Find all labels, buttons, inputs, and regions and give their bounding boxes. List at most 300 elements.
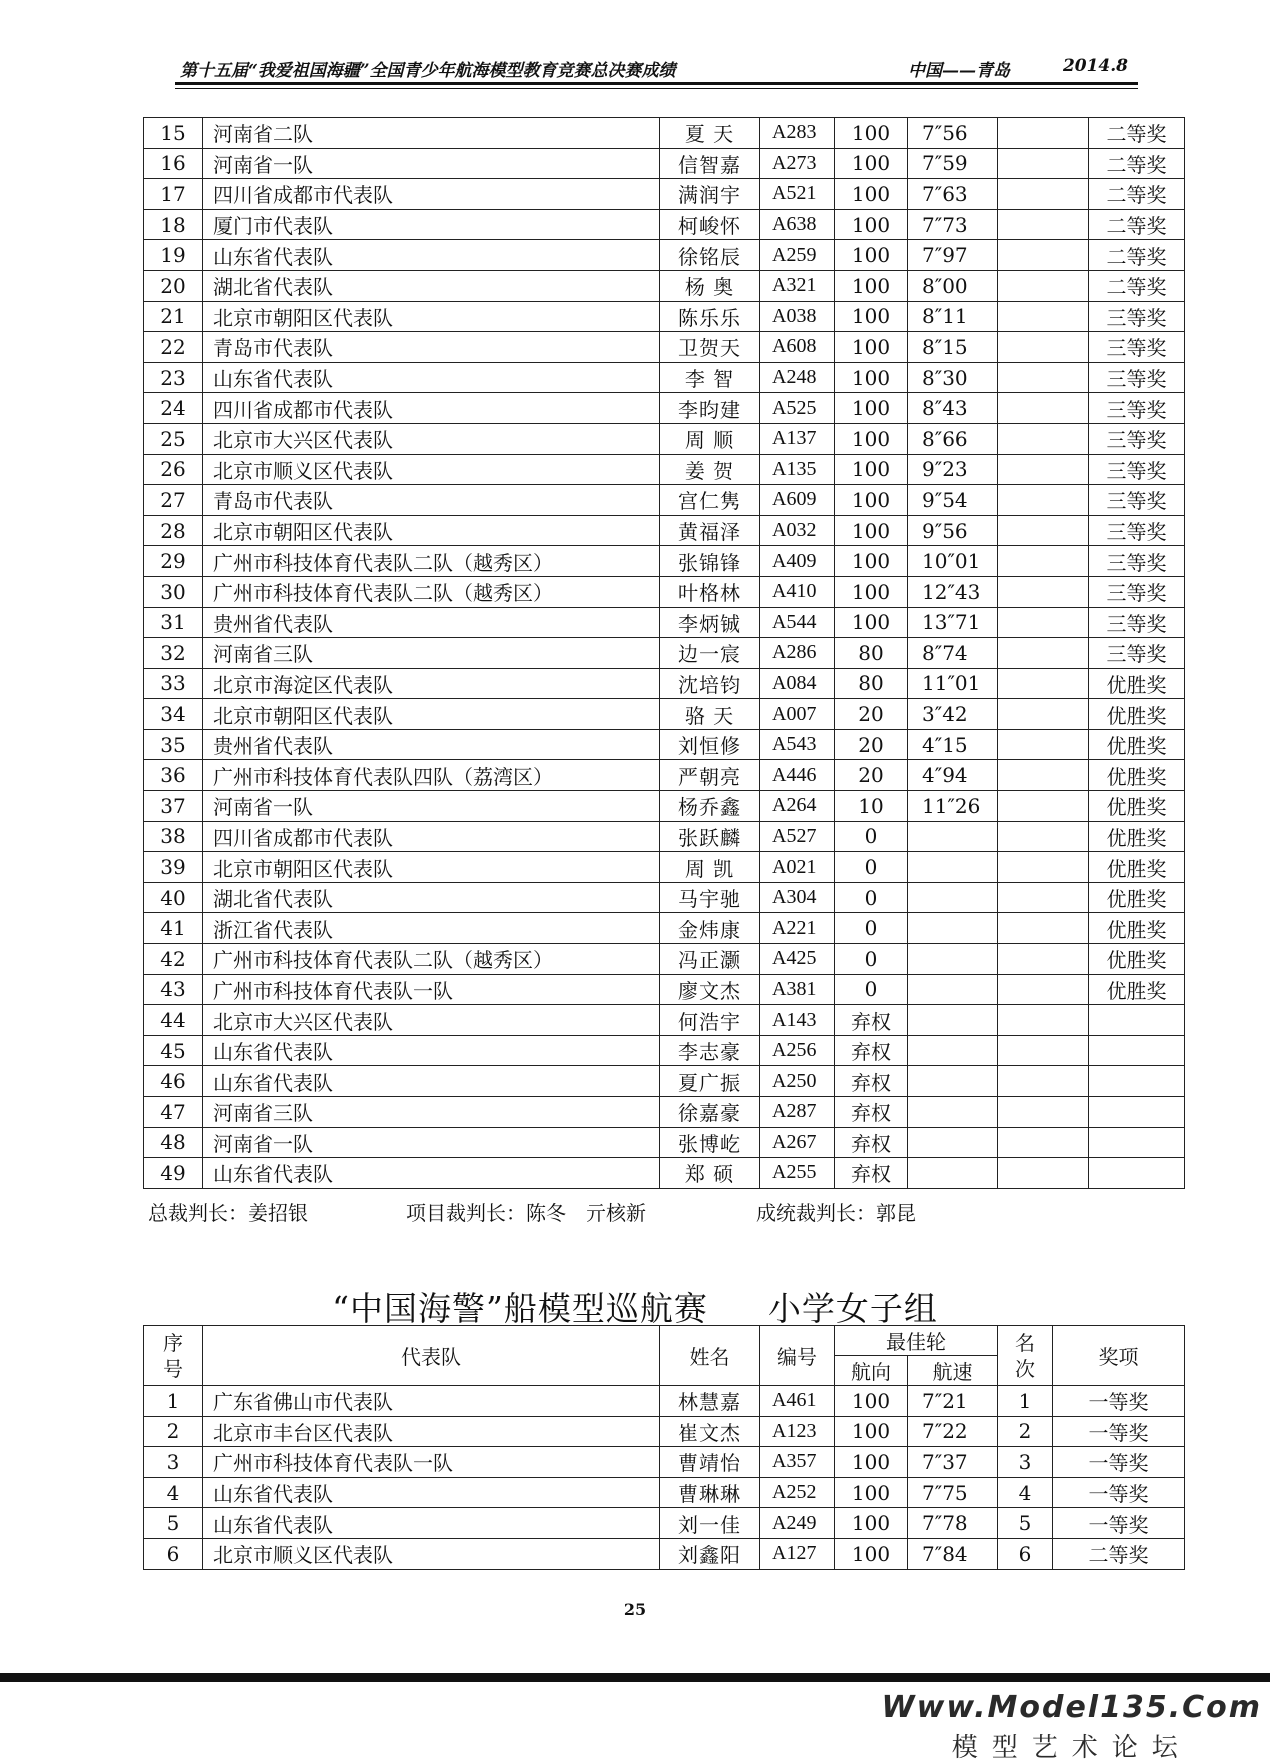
table-row: [144, 1066, 1185, 1097]
row-code: A221: [760, 913, 835, 944]
row-code: A381: [760, 974, 835, 1005]
row-award: 一等奖: [1053, 1447, 1185, 1478]
row-speed: 9″23: [908, 454, 998, 485]
row-number: 31: [144, 607, 203, 638]
row-team: 广州市科技体育代表队四队（荔湾区）: [203, 760, 660, 791]
row-rank: [998, 393, 1089, 424]
row-direction: 80: [835, 668, 908, 699]
table-row: [144, 240, 1185, 271]
row-team: 北京市朝阳区代表队: [203, 852, 660, 883]
row-rank: [998, 607, 1089, 638]
row-award: 三等奖: [1089, 638, 1185, 669]
row-name: 杨 奥: [660, 270, 760, 301]
row-code: A250: [760, 1066, 835, 1097]
row-rank: [998, 699, 1089, 730]
row-direction: 100: [835, 1508, 908, 1539]
row-speed: [908, 1158, 998, 1189]
row-team: 河南省二队: [203, 118, 660, 149]
table-row: [144, 1508, 1185, 1539]
row-speed: 3″42: [908, 699, 998, 730]
table-row: [144, 270, 1185, 301]
row-award: 优胜奖: [1089, 760, 1185, 791]
row-direction: 100: [835, 179, 908, 210]
row-code: A304: [760, 882, 835, 913]
row-rank: [998, 1005, 1089, 1036]
row-direction: 100: [835, 423, 908, 454]
row-name: 刘鑫阳: [660, 1538, 760, 1569]
row-speed: 8″74: [908, 638, 998, 669]
row-team: 贵州省代表队: [203, 729, 660, 760]
row-rank: [998, 1158, 1089, 1189]
row-direction: 弃权: [835, 1066, 908, 1097]
row-speed: [908, 1005, 998, 1036]
row-code: A021: [760, 852, 835, 883]
row-rank: 2: [998, 1416, 1053, 1447]
row-team: 青岛市代表队: [203, 332, 660, 363]
row-name: 冯正灏: [660, 944, 760, 975]
row-code: A273: [760, 148, 835, 179]
row-number: 27: [144, 485, 203, 516]
row-award: 优胜奖: [1089, 791, 1185, 822]
row-direction: 0: [835, 974, 908, 1005]
row-team: 河南省三队: [203, 1097, 660, 1128]
row-speed: [908, 852, 998, 883]
row-number: 39: [144, 852, 203, 883]
row-code: A252: [760, 1477, 835, 1508]
row-rank: 6: [998, 1538, 1053, 1569]
row-rank: [998, 913, 1089, 944]
row-name: 周 凯: [660, 852, 760, 883]
row-speed: 9″54: [908, 485, 998, 516]
row-speed: [908, 1097, 998, 1128]
row-award: 一等奖: [1053, 1477, 1185, 1508]
row-rank: [998, 576, 1089, 607]
row-rank: [998, 423, 1089, 454]
row-direction: 0: [835, 944, 908, 975]
row-award: 三等奖: [1089, 515, 1185, 546]
row-number: 40: [144, 882, 203, 913]
row-name: 徐嘉豪: [660, 1097, 760, 1128]
row-name: 李炳铖: [660, 607, 760, 638]
row-rank: [998, 668, 1089, 699]
row-name: 何浩宇: [660, 1005, 760, 1036]
row-rank: [998, 821, 1089, 852]
row-team: 山东省代表队: [203, 1508, 660, 1539]
row-name: 张跃麟: [660, 821, 760, 852]
row-rank: [998, 1066, 1089, 1097]
row-award: 优胜奖: [1089, 974, 1185, 1005]
row-name: 张博屹: [660, 1127, 760, 1158]
row-speed: 7″21: [908, 1386, 998, 1417]
row-award: 优胜奖: [1089, 882, 1185, 913]
row-direction: 100: [835, 454, 908, 485]
row-rank: [998, 546, 1089, 577]
row-rank: [998, 332, 1089, 363]
row-direction: 20: [835, 760, 908, 791]
row-code: A259: [760, 240, 835, 271]
row-team: 河南省三队: [203, 638, 660, 669]
row-team: 北京市顺义区代表队: [203, 454, 660, 485]
row-code: A321: [760, 270, 835, 301]
row-code: A544: [760, 607, 835, 638]
row-code: A638: [760, 209, 835, 240]
row-team: 山东省代表队: [203, 362, 660, 393]
row-award: [1089, 1097, 1185, 1128]
row-award: 优胜奖: [1089, 668, 1185, 699]
table-row: [144, 423, 1185, 454]
row-code: A249: [760, 1508, 835, 1539]
row-code: A409: [760, 546, 835, 577]
row-team: 北京市大兴区代表队: [203, 423, 660, 454]
row-award: 二等奖: [1089, 148, 1185, 179]
row-name: 满润宇: [660, 179, 760, 210]
table-row: [144, 1035, 1185, 1066]
row-rank: [998, 944, 1089, 975]
row-name: 郑 硕: [660, 1158, 760, 1189]
row-rank: [998, 240, 1089, 271]
row-number: 4: [144, 1477, 203, 1508]
row-speed: 12″43: [908, 576, 998, 607]
row-award: 优胜奖: [1089, 699, 1185, 730]
row-name: 马宇驰: [660, 882, 760, 913]
row-rank: [998, 760, 1089, 791]
row-direction: 弃权: [835, 1035, 908, 1066]
row-team: 山东省代表队: [203, 1158, 660, 1189]
event-name: “中国海警”船模型巡航赛: [332, 1289, 708, 1328]
row-direction: 100: [835, 576, 908, 607]
row-rank: [998, 1127, 1089, 1158]
row-number: 23: [144, 362, 203, 393]
table-row: [144, 332, 1185, 363]
table-row: [144, 1005, 1185, 1036]
row-number: 17: [144, 179, 203, 210]
row-number: 5: [144, 1508, 203, 1539]
row-number: 36: [144, 760, 203, 791]
table-row: [144, 760, 1185, 791]
row-name: 黄福泽: [660, 515, 760, 546]
row-team: 厦门市代表队: [203, 209, 660, 240]
row-award: 优胜奖: [1089, 729, 1185, 760]
chief-referee: 总裁判长：姜招银: [148, 1201, 308, 1225]
row-code: A609: [760, 485, 835, 516]
row-speed: 7″73: [908, 209, 998, 240]
table-row: [144, 1477, 1185, 1508]
row-number: 49: [144, 1158, 203, 1189]
row-direction: 100: [835, 209, 908, 240]
row-name: 沈培钧: [660, 668, 760, 699]
row-code: A525: [760, 393, 835, 424]
row-code: A283: [760, 118, 835, 149]
row-code: A248: [760, 362, 835, 393]
table-row: [144, 1158, 1185, 1189]
competition-place: 中国——青岛: [908, 61, 1010, 81]
table-row: [144, 882, 1185, 913]
row-name: 廖文杰: [660, 974, 760, 1005]
row-number: 42: [144, 944, 203, 975]
row-speed: 8″30: [908, 362, 998, 393]
row-award: [1089, 1005, 1185, 1036]
table-row: [144, 576, 1185, 607]
row-team: 山东省代表队: [203, 1035, 660, 1066]
row-team: 河南省一队: [203, 1127, 660, 1158]
row-speed: [908, 913, 998, 944]
row-rank: [998, 179, 1089, 210]
row-direction: 100: [835, 1538, 908, 1569]
row-direction: 100: [835, 393, 908, 424]
row-team: 湖北省代表队: [203, 270, 660, 301]
col-header-name: 姓名: [660, 1326, 760, 1386]
row-rank: 3: [998, 1447, 1053, 1478]
row-team: 北京市丰台区代表队: [203, 1416, 660, 1447]
row-direction: 20: [835, 729, 908, 760]
row-award: 三等奖: [1089, 332, 1185, 363]
col-header-no: 序号: [144, 1326, 203, 1386]
row-code: A287: [760, 1097, 835, 1128]
row-team: 浙江省代表队: [203, 913, 660, 944]
row-direction: 100: [835, 118, 908, 149]
row-code: A527: [760, 821, 835, 852]
row-number: 20: [144, 270, 203, 301]
row-direction: 100: [835, 515, 908, 546]
row-rank: [998, 882, 1089, 913]
row-rank: [998, 209, 1089, 240]
row-name: 刘一佳: [660, 1508, 760, 1539]
results-table-girls: [143, 1325, 1185, 1570]
row-award: 三等奖: [1089, 485, 1185, 516]
row-team: 山东省代表队: [203, 240, 660, 271]
row-team: 北京市大兴区代表队: [203, 1005, 660, 1036]
row-name: 陈乐乐: [660, 301, 760, 332]
row-number: 43: [144, 974, 203, 1005]
row-number: 15: [144, 118, 203, 149]
row-name: 姜 贺: [660, 454, 760, 485]
row-name: 周 顺: [660, 423, 760, 454]
row-number: 19: [144, 240, 203, 271]
watermark-url: Www.Model135.Com: [881, 1690, 1262, 1725]
row-number: 37: [144, 791, 203, 822]
row-code: A007: [760, 699, 835, 730]
row-speed: [908, 944, 998, 975]
row-speed: 8″66: [908, 423, 998, 454]
table-row: [144, 668, 1185, 699]
page-number: 25: [623, 1600, 647, 1619]
row-direction: 弃权: [835, 1097, 908, 1128]
row-rank: [998, 362, 1089, 393]
row-direction: 0: [835, 913, 908, 944]
row-code: A521: [760, 179, 835, 210]
row-award: 一等奖: [1053, 1416, 1185, 1447]
row-award: 三等奖: [1089, 607, 1185, 638]
row-code: A461: [760, 1386, 835, 1417]
row-code: A267: [760, 1127, 835, 1158]
table-row: [144, 179, 1185, 210]
row-number: 33: [144, 668, 203, 699]
row-name: 李 智: [660, 362, 760, 393]
row-direction: 80: [835, 638, 908, 669]
row-number: 34: [144, 699, 203, 730]
table-row: [144, 1386, 1185, 1417]
row-rank: [998, 118, 1089, 149]
row-number: 24: [144, 393, 203, 424]
row-team: 广州市科技体育代表队二队（越秀区）: [203, 576, 660, 607]
row-number: 25: [144, 423, 203, 454]
row-number: 3: [144, 1447, 203, 1478]
row-direction: 弃权: [835, 1005, 908, 1036]
row-team: 北京市顺义区代表队: [203, 1538, 660, 1569]
table-row: [144, 944, 1185, 975]
header-rule: [175, 82, 1138, 85]
row-team: 贵州省代表队: [203, 607, 660, 638]
row-code: A127: [760, 1538, 835, 1569]
row-code: A256: [760, 1035, 835, 1066]
table-row: [144, 1127, 1185, 1158]
row-direction: 10: [835, 791, 908, 822]
row-speed: 11″01: [908, 668, 998, 699]
table-row: [144, 1416, 1185, 1447]
row-award: 三等奖: [1089, 423, 1185, 454]
row-award: 优胜奖: [1089, 852, 1185, 883]
row-number: 26: [144, 454, 203, 485]
table-row: [144, 209, 1185, 240]
row-direction: 100: [835, 1386, 908, 1417]
row-award: 二等奖: [1053, 1538, 1185, 1569]
table-row: [144, 821, 1185, 852]
row-speed: 8″43: [908, 393, 998, 424]
row-direction: 100: [835, 546, 908, 577]
header-rule-thin: [175, 88, 1138, 89]
row-code: A543: [760, 729, 835, 760]
row-number: 32: [144, 638, 203, 669]
row-rank: [998, 1097, 1089, 1128]
row-name: 李志豪: [660, 1035, 760, 1066]
row-number: 1: [144, 1386, 203, 1417]
row-award: 优胜奖: [1089, 944, 1185, 975]
table-row: [144, 974, 1185, 1005]
table-row: [144, 791, 1185, 822]
row-team: 北京市朝阳区代表队: [203, 699, 660, 730]
row-name: 崔文杰: [660, 1416, 760, 1447]
row-name: 杨乔鑫: [660, 791, 760, 822]
row-name: 林慧嘉: [660, 1386, 760, 1417]
row-name: 张锦锋: [660, 546, 760, 577]
col-header-best-round: 最佳轮: [835, 1326, 998, 1356]
row-speed: [908, 821, 998, 852]
results-table-continued: [143, 117, 1185, 1189]
watermark: [882, 1690, 1262, 1764]
table-row: [144, 699, 1185, 730]
row-rank: [998, 301, 1089, 332]
row-code: A032: [760, 515, 835, 546]
col-header-award: 奖项: [1053, 1326, 1185, 1386]
row-rank: [998, 974, 1089, 1005]
row-number: 16: [144, 148, 203, 179]
row-team: 北京市海淀区代表队: [203, 668, 660, 699]
row-team: 山东省代表队: [203, 1066, 660, 1097]
row-speed: [908, 882, 998, 913]
row-number: 44: [144, 1005, 203, 1036]
row-team: 四川省成都市代表队: [203, 821, 660, 852]
table-row: [144, 393, 1185, 424]
row-rank: [998, 791, 1089, 822]
row-award: [1089, 1066, 1185, 1097]
row-number: 41: [144, 913, 203, 944]
row-name: 刘恒修: [660, 729, 760, 760]
row-name: 夏广振: [660, 1066, 760, 1097]
row-speed: 8″11: [908, 301, 998, 332]
row-code: A084: [760, 668, 835, 699]
row-team: 广东省佛山市代表队: [203, 1386, 660, 1417]
row-team: 青岛市代表队: [203, 485, 660, 516]
row-code: A137: [760, 423, 835, 454]
col-header-code: 编号: [760, 1326, 835, 1386]
row-number: 45: [144, 1035, 203, 1066]
table-row: [144, 546, 1185, 577]
row-team: 河南省一队: [203, 791, 660, 822]
row-rank: [998, 729, 1089, 760]
row-code: A143: [760, 1005, 835, 1036]
row-direction: 100: [835, 332, 908, 363]
row-speed: 8″15: [908, 332, 998, 363]
row-rank: 5: [998, 1508, 1053, 1539]
table-row: [144, 913, 1185, 944]
row-speed: 7″63: [908, 179, 998, 210]
row-award: 优胜奖: [1089, 821, 1185, 852]
competition-title: 第十五届“我爱祖国海疆”全国青少年航海模型教育竞赛总决赛成绩: [180, 61, 676, 81]
row-team: 广州市科技体育代表队一队: [203, 974, 660, 1005]
row-award: 三等奖: [1089, 393, 1185, 424]
row-speed: 10″01: [908, 546, 998, 577]
row-team: 湖北省代表队: [203, 882, 660, 913]
row-speed: 7″22: [908, 1416, 998, 1447]
table-row: [144, 454, 1185, 485]
row-direction: 20: [835, 699, 908, 730]
row-name: 曹靖怡: [660, 1447, 760, 1478]
row-direction: 100: [835, 301, 908, 332]
row-name: 信智嘉: [660, 148, 760, 179]
row-direction: 100: [835, 1447, 908, 1478]
row-code: A608: [760, 332, 835, 363]
row-direction: 100: [835, 148, 908, 179]
row-name: 卫贺天: [660, 332, 760, 363]
row-number: 35: [144, 729, 203, 760]
table-row: [144, 638, 1185, 669]
row-award: 优胜奖: [1089, 913, 1185, 944]
row-code: A286: [760, 638, 835, 669]
row-team: 四川省成都市代表队: [203, 179, 660, 210]
scoring-referee: 成统裁判长：郭昆: [756, 1201, 916, 1225]
row-code: A123: [760, 1416, 835, 1447]
row-speed: 7″97: [908, 240, 998, 271]
row-award: 二等奖: [1089, 209, 1185, 240]
col-header-direction: 航向: [835, 1356, 908, 1386]
row-name: 边一宸: [660, 638, 760, 669]
row-rank: [998, 454, 1089, 485]
row-speed: 8″00: [908, 270, 998, 301]
row-number: 2: [144, 1416, 203, 1447]
row-team: 河南省一队: [203, 148, 660, 179]
row-team: 山东省代表队: [203, 1477, 660, 1508]
row-name: 曹琳琳: [660, 1477, 760, 1508]
row-direction: 100: [835, 1477, 908, 1508]
row-speed: 11″26: [908, 791, 998, 822]
row-award: 二等奖: [1089, 179, 1185, 210]
row-speed: 7″59: [908, 148, 998, 179]
row-team: 北京市朝阳区代表队: [203, 301, 660, 332]
row-number: 22: [144, 332, 203, 363]
table-row: [144, 852, 1185, 883]
col-header-rank: 名次: [998, 1326, 1053, 1386]
row-speed: [908, 974, 998, 1005]
